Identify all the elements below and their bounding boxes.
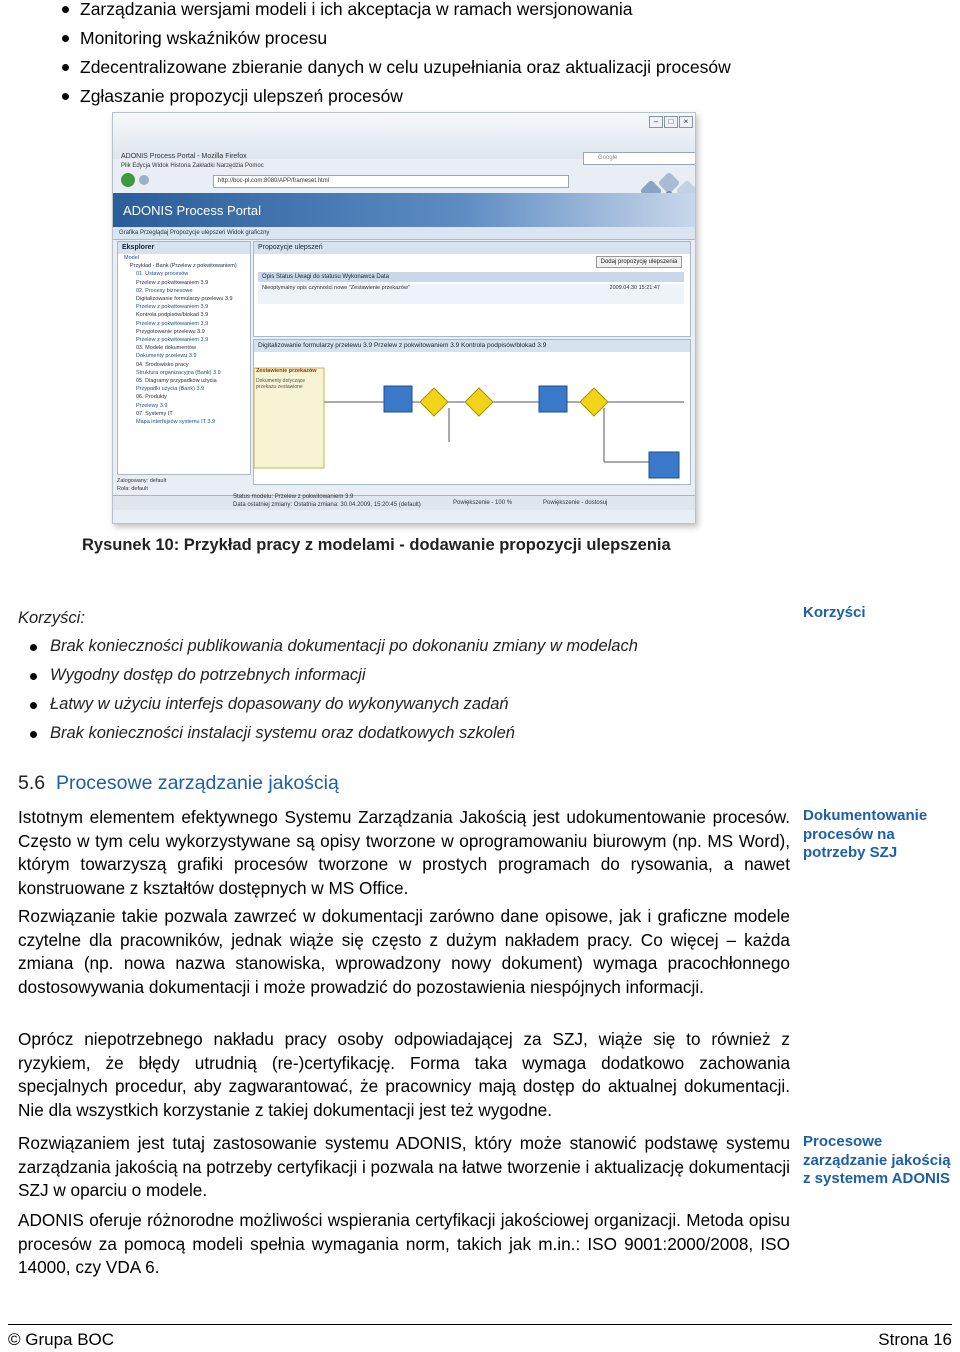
tree-item: 04. Środowisko pracy bbox=[136, 361, 189, 368]
explorer-title: Eksplorer bbox=[118, 242, 250, 254]
footer-page-number: Strona 16 bbox=[878, 1330, 952, 1349]
add-proposal-button: Dodaj propozycję ulepszenia bbox=[596, 256, 682, 268]
tree-item: Przelew z pokwitowaniem 3.9 bbox=[136, 279, 209, 286]
footer-copyright: © Grupa BOC bbox=[8, 1330, 115, 1349]
benefits-heading: Korzyści: bbox=[18, 609, 85, 627]
bullet-icon bbox=[62, 93, 69, 100]
diagram-panel bbox=[253, 339, 691, 485]
portal-toolbar: Grafika Przeglądaj Propozycje ulepszeń Widok graficzny bbox=[113, 227, 695, 240]
portal-header bbox=[113, 193, 695, 227]
tree-item: 03. Modele dokumentów bbox=[136, 345, 196, 352]
side-note-documenting: Dokumentowanie procesów na potrzeby SZJ bbox=[803, 807, 928, 861]
tree-item: Kontrola podpisów/blokad 3.9 bbox=[136, 312, 209, 319]
portal-title: ADONIS Process Portal bbox=[123, 203, 261, 218]
footer-divider bbox=[8, 1324, 952, 1325]
back-icon bbox=[121, 173, 135, 187]
maximize-icon: □ bbox=[664, 116, 678, 128]
section-title: Procesowe zarządzanie jakością bbox=[55, 772, 339, 794]
grid-row: Nieoptymalny opis czynności nowe "Zestawienie przekazów" 2009.04.30 15:21:47 bbox=[258, 284, 684, 304]
bullet-icon bbox=[30, 731, 37, 738]
tree-item: Przygotowanie przelewu 3.9 bbox=[136, 328, 205, 335]
login-info: Zalogowany: default Rola: default bbox=[117, 478, 167, 492]
tree-item: Przykład - Bank (Przelew z pokwitowaniem) bbox=[130, 263, 237, 270]
side-note-quality: Procesowe zarządzanie jakością z systemem ADONIS bbox=[803, 1133, 951, 1187]
list-item: Wygodny dostęp do potrzebnych informacji bbox=[50, 666, 366, 684]
bullet-icon bbox=[30, 644, 37, 651]
bullet-icon bbox=[62, 35, 69, 42]
list-item: Monitoring wskaźników procesu bbox=[80, 28, 328, 48]
list-item: Zarządzania wersjami modeli i ich akceptacja w ramach wersjonowania bbox=[80, 0, 633, 19]
url-field: http://boc-pl.com:8080/APP/frameset.html bbox=[213, 175, 569, 188]
search-field: Google bbox=[583, 152, 696, 165]
popup-text: Dokumenty dotyczące przekazu zestawione bbox=[256, 378, 306, 390]
tree-item: 02. Procesy biznesowe bbox=[136, 287, 193, 294]
minimize-icon: – bbox=[649, 116, 663, 128]
tree-item: 01. Ustawy procesów bbox=[136, 271, 189, 278]
tree-item: Struktura organizacyjna (Bank) 3.9 bbox=[136, 369, 221, 376]
forward-icon bbox=[139, 175, 149, 185]
paragraph: Istotnym elementem efektywnego Systemu Zarządzania Jakością jest udokumentowanie procesów. Często w tym celu wykorzystywane są opisy tworzone w oprogramowaniu biurowym (np. MS Word), którym towarzyszą grafiki procesów tworzone w prostych programach do rysowania, a nawet konstruowane z kształtów dostępnych w MS Office. bbox=[18, 807, 790, 898]
tree-item: 05. Diagramy przypadków użycia bbox=[136, 378, 217, 385]
figure-caption: Rysunek 10: Przykład pracy z modelami - dodawanie propozycji ulepszenia bbox=[82, 536, 671, 554]
browser-menu: Plik Edycja Widok Historia Zakładki Narzędzia Pomoc bbox=[121, 163, 264, 169]
paragraph: Oprócz niepotrzebnego nakładu pracy osoby odpowiadającej za SZJ, wiąże się to również z ryzykiem, że błędy utrudnią (re-)certyfikację. Forma taka wymaga dodatkowo zachowania specjalnych procedur, aby zagwarantować, że pracownicy mają dostęp do aktualnej dokumentacji. Nie dla wszystkich korzystanie z takiej dokumentacji jest też wygodne. bbox=[18, 1029, 790, 1120]
proposals-panel bbox=[253, 241, 691, 337]
paragraph: ADONIS oferuje różnorodne możliwości wspierania certyfikacji jakościowej organizacji. Metoda opisu procesów za pomocą modeli spełnia wymagania norm, takich jak m.in.: ISO 9001:2000/2008, ISO 14000, czy VDA 6. bbox=[18, 1210, 790, 1277]
bullet-icon bbox=[30, 702, 37, 709]
bullet-icon bbox=[62, 64, 69, 71]
bullet-icon bbox=[62, 6, 69, 13]
grid-header: Opis Status Uwagi do statusu Wykonawca Data bbox=[258, 272, 684, 282]
paragraph: Rozwiązanie takie pozwala zawrzeć w dokumentacji zarówno dane opisowe, jak i graficzne modele czytelne dla pracowników, jednak wiąże się często z dużym nakładem pracy. Co więcej – każda zmiana (np. nowa nazwa stanowiska, wprowadzony nowy dokument) wymaga pracochłonnego dostosowywania dokumentacji i może prowadzić do pozostawienia niespójnych informacji. bbox=[18, 906, 790, 997]
model-tree bbox=[118, 254, 250, 426]
tree-item: Dokumenty przelewu 3.9 bbox=[136, 353, 197, 360]
tree-item: Model bbox=[124, 255, 139, 261]
list-item: Zdecentralizowane zbieranie danych w celu uzupełniania oraz aktualizacji procesów bbox=[80, 57, 731, 77]
list-item: Zgłaszanie propozycji ulepszeń procesów bbox=[80, 86, 403, 106]
side-note-benefits: Korzyści bbox=[803, 604, 866, 621]
close-icon: × bbox=[679, 116, 693, 128]
tree-item: Digitalizowanie formularzy przelewu 3.9 bbox=[136, 296, 233, 303]
tree-item: Mapa interfejsów systemu IT 3.9 bbox=[136, 419, 216, 426]
diagram-tabs: Digitalizowanie formularzy przelewu 3.9 Przelew z pokwitowaniem 3.9 Kontrola podpisów/blokad 3.9 bbox=[254, 340, 690, 352]
tree-item: Przelew z pokwitowaniem 3.9 bbox=[136, 304, 209, 311]
tree-item: 06. Produkty bbox=[136, 394, 167, 401]
tree-item: 07. Systemy IT bbox=[136, 410, 173, 417]
list-item: Łatwy w użyciu interfejs dopasowany do wykonywanych zadań bbox=[50, 695, 509, 713]
list-item: Brak konieczności instalacji systemu oraz dodatkowych szkoleń bbox=[50, 724, 515, 742]
section-number: 5.6 bbox=[18, 772, 46, 794]
tree-item: Przelew z pokwitowaniem 3.9 bbox=[136, 337, 209, 344]
tree-item: Przypadki użycia (Bank) 3.9 bbox=[136, 386, 205, 393]
list-item: Brak konieczności publikowania dokumentacji po dokonaniu zmiany w modelach bbox=[50, 637, 638, 655]
proposals-title: Propozycje ulepszeń bbox=[254, 242, 690, 254]
portal-screenshot bbox=[112, 112, 696, 524]
paragraph: Rozwiązaniem jest tutaj zastosowanie systemu ADONIS, który może stanowić podstawę systemu zarządzania jakością na potrzeby certyfikacji i pozwala na łatwe tworzenie i aktualizację dokumentacji SZJ w oparciu o modele. bbox=[18, 1133, 790, 1200]
tree-item: Przelewy 3.9 bbox=[136, 402, 168, 409]
tree-item: Przelew z pokwitowaniem 3.9 bbox=[136, 320, 209, 327]
bullet-icon bbox=[30, 673, 37, 680]
window-title: ADONIS Process Portal - Mozilla Firefox bbox=[121, 153, 247, 160]
explorer-panel bbox=[117, 241, 251, 475]
popup-title: Zestawienie przekazów bbox=[256, 368, 317, 374]
status-bar: Status modelu: Przelew z pokwitowaniem 3.9 Data ostatniej zmiany: Ostatnia zmiana: 30.04.2009, 15:20:45 (default) Powiększenie - 100 % Powiększenie - dostosuj bbox=[113, 495, 695, 510]
section-heading bbox=[18, 772, 339, 795]
